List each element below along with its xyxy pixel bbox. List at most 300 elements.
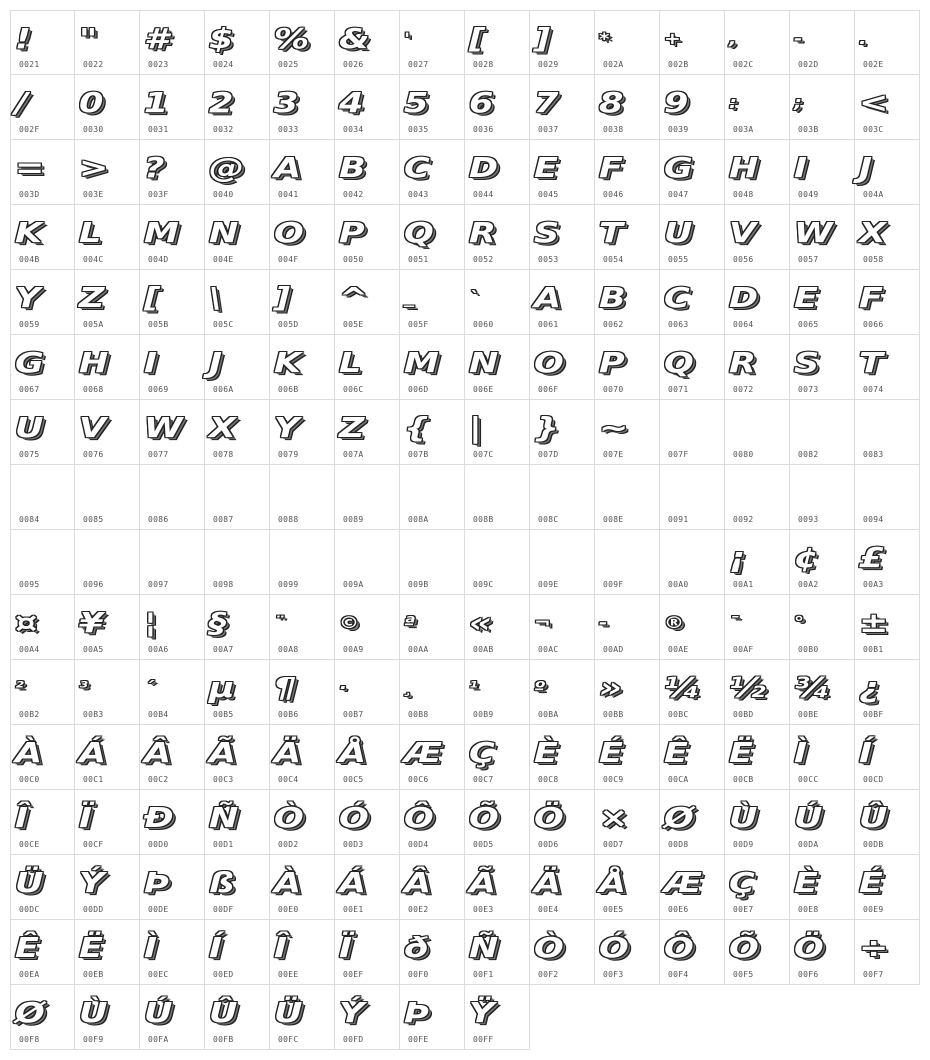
glyph-code: 00EB — [83, 970, 104, 979]
glyph-cell — [205, 465, 270, 530]
glyph-cell — [270, 335, 335, 400]
glyph-code: 0054 — [603, 255, 624, 264]
glyph-cell — [140, 530, 205, 595]
glyph-cell — [400, 595, 465, 660]
glyph-preview — [209, 993, 265, 1033]
glyph-char: Ò — [274, 801, 304, 834]
glyph-preview — [534, 408, 590, 448]
glyph-preview — [209, 83, 265, 123]
glyph-cell — [660, 725, 725, 790]
glyph-preview — [794, 603, 850, 643]
glyph-preview — [599, 798, 655, 838]
glyph-preview — [469, 863, 525, 903]
glyph-char: £ — [859, 541, 884, 574]
glyph-cell — [530, 725, 595, 790]
glyph-code: 0034 — [343, 125, 364, 134]
glyph-cell — [400, 10, 465, 75]
glyph-cell — [855, 75, 920, 140]
glyph-char: º — [534, 678, 546, 697]
glyph-preview — [209, 538, 265, 578]
glyph-preview — [794, 538, 850, 578]
glyph-cell — [10, 855, 75, 920]
glyph-char: - — [794, 29, 803, 48]
glyph-code: 003C — [863, 125, 884, 134]
glyph-preview — [15, 213, 71, 253]
glyph-code: 0066 — [863, 320, 884, 329]
glyph-char: ß — [209, 866, 235, 899]
glyph-preview — [664, 408, 720, 448]
glyph-char: ¼ — [664, 671, 701, 704]
glyph-char: \ — [209, 281, 222, 314]
glyph-preview — [664, 603, 720, 643]
glyph-cell — [335, 335, 400, 400]
glyph-preview — [794, 733, 850, 773]
glyph-code: 0028 — [473, 60, 494, 69]
glyph-code: 00B4 — [148, 710, 169, 719]
glyph-char: B — [339, 151, 366, 184]
glyph-cell — [400, 205, 465, 270]
glyph-char: 1 — [144, 86, 169, 119]
glyph-code: 00E5 — [603, 905, 624, 914]
glyph-code: 00B5 — [213, 710, 234, 719]
glyph-char: $ — [209, 22, 234, 55]
glyph-cell — [595, 205, 660, 270]
glyph-code: 00E3 — [473, 905, 494, 914]
glyph-code: 006F — [538, 385, 559, 394]
glyph-cell — [855, 595, 920, 660]
glyph-cell — [10, 985, 75, 1050]
glyph-preview — [469, 83, 525, 123]
glyph-char: N — [469, 346, 499, 379]
glyph-code: 007D — [538, 450, 559, 459]
glyph-cell — [75, 335, 140, 400]
glyph-cell — [855, 725, 920, 790]
glyph-preview — [534, 928, 590, 968]
glyph-cell — [270, 75, 335, 140]
glyph-cell — [205, 660, 270, 725]
glyph-code: 00A8 — [278, 645, 299, 654]
glyph-cell — [595, 400, 660, 465]
glyph-cell — [400, 465, 465, 530]
glyph-code: 00A9 — [343, 645, 364, 654]
glyph-char: Ä — [274, 736, 302, 769]
glyph-char: J — [209, 346, 223, 379]
glyph-cell — [660, 660, 725, 725]
glyph-cell — [595, 10, 660, 75]
glyph-cell — [725, 75, 790, 140]
glyph-cell — [270, 920, 335, 985]
glyph-code: 00E8 — [798, 905, 819, 914]
glyph-code: 0071 — [668, 385, 689, 394]
glyph-char: ¾ — [794, 671, 831, 704]
glyph-cell — [140, 790, 205, 855]
glyph-preview — [469, 278, 525, 318]
glyph-char: Ë — [729, 736, 753, 769]
glyph-char: Q — [664, 346, 694, 379]
glyph-cell — [140, 140, 205, 205]
glyph-code: 00B9 — [473, 710, 494, 719]
glyph-preview — [794, 668, 850, 708]
glyph-cell — [595, 530, 660, 595]
glyph-preview — [209, 798, 265, 838]
glyph-preview — [339, 19, 395, 59]
glyph-preview — [79, 148, 135, 188]
glyph-cell — [855, 335, 920, 400]
glyph-char: O — [534, 346, 564, 379]
glyph-preview — [469, 19, 525, 59]
glyph-code: 00DC — [19, 905, 40, 914]
glyph-char: ¦ — [144, 606, 157, 639]
glyph-code: 006D — [408, 385, 429, 394]
glyph-code: 0044 — [473, 190, 494, 199]
glyph-char: ½ — [729, 671, 766, 704]
glyph-code: 00AB — [473, 645, 494, 654]
glyph-preview — [469, 473, 525, 513]
glyph-cell — [790, 465, 855, 530]
glyph-code: 0048 — [733, 190, 754, 199]
glyph-code: 0075 — [19, 450, 40, 459]
glyph-preview — [404, 733, 460, 773]
glyph-preview — [144, 538, 200, 578]
glyph-preview — [339, 928, 395, 968]
glyph-code: 005B — [148, 320, 169, 329]
glyph-cell — [725, 790, 790, 855]
glyph-code: 00D0 — [148, 840, 169, 849]
glyph-preview — [79, 538, 135, 578]
glyph-code: 00EC — [148, 970, 169, 979]
glyph-cell — [140, 985, 205, 1050]
glyph-cell — [335, 205, 400, 270]
glyph-preview — [339, 668, 395, 708]
glyph-cell — [75, 400, 140, 465]
glyph-cell — [660, 855, 725, 920]
glyph-preview — [534, 668, 590, 708]
glyph-preview — [404, 993, 460, 1033]
glyph-preview — [469, 603, 525, 643]
glyph-char: V — [729, 216, 757, 249]
glyph-cell — [530, 270, 595, 335]
glyph-char: I — [144, 346, 158, 379]
glyph-preview — [664, 83, 720, 123]
glyph-char: C — [664, 281, 690, 314]
glyph-code: 0064 — [733, 320, 754, 329]
glyph-preview — [859, 603, 915, 643]
glyph-preview — [209, 603, 265, 643]
glyph-cell — [75, 465, 140, 530]
glyph-char: # — [144, 22, 169, 55]
glyph-cell — [660, 530, 725, 595]
glyph-char: § — [209, 606, 227, 639]
glyph-code: 00F1 — [473, 970, 494, 979]
glyph-cell — [465, 270, 530, 335]
glyph-char: M — [144, 216, 179, 249]
glyph-code: 00D6 — [538, 840, 559, 849]
glyph-code: 00CB — [733, 775, 754, 784]
glyph-code: 003D — [19, 190, 40, 199]
glyph-char: _ — [404, 288, 414, 307]
glyph-code: 00D5 — [473, 840, 494, 849]
glyph-cell — [595, 855, 660, 920]
glyph-char: U — [664, 216, 693, 249]
glyph-code: 0083 — [863, 450, 884, 459]
glyph-preview — [15, 343, 71, 383]
glyph-preview — [15, 733, 71, 773]
glyph-preview — [15, 603, 71, 643]
glyph-cell — [660, 205, 725, 270]
glyph-code: 00F8 — [19, 1035, 40, 1044]
glyph-cell — [400, 530, 465, 595]
glyph-cell — [75, 205, 140, 270]
glyph-preview — [729, 733, 785, 773]
glyph-preview — [404, 798, 460, 838]
glyph-code: 0042 — [343, 190, 364, 199]
glyph-cell — [140, 465, 205, 530]
glyph-char: ? — [144, 151, 165, 184]
glyph-preview — [729, 278, 785, 318]
glyph-char: T — [859, 346, 883, 379]
glyph-cell — [725, 400, 790, 465]
glyph-char: F — [599, 151, 623, 184]
glyph-code: 00AF — [733, 645, 754, 654]
glyph-char: - — [599, 613, 608, 632]
glyph-char: ² — [15, 678, 24, 697]
glyph-cell — [205, 855, 270, 920]
glyph-char: W — [144, 411, 183, 444]
glyph-cell — [790, 530, 855, 595]
glyph-char: ' — [404, 29, 411, 48]
glyph-preview — [15, 668, 71, 708]
glyph-cell — [790, 400, 855, 465]
glyph-code: 00DD — [83, 905, 104, 914]
glyph-preview — [209, 863, 265, 903]
glyph-cell — [660, 270, 725, 335]
glyph-cell — [205, 790, 270, 855]
glyph-code: 0086 — [148, 515, 169, 524]
glyph-preview — [339, 733, 395, 773]
glyph-char: Ý — [79, 866, 105, 899]
glyph-code: 00C0 — [19, 775, 40, 784]
glyph-code: 00C4 — [278, 775, 299, 784]
glyph-preview — [729, 148, 785, 188]
glyph-code: 005D — [278, 320, 299, 329]
glyph-cell — [530, 335, 595, 400]
glyph-char: H — [79, 346, 109, 379]
glyph-cell — [660, 790, 725, 855]
glyph-cell — [595, 270, 660, 335]
glyph-char: ! — [15, 22, 31, 55]
glyph-char: Ú — [144, 996, 173, 1029]
glyph-code: 0084 — [19, 515, 40, 524]
glyph-preview — [599, 603, 655, 643]
glyph-cell — [855, 270, 920, 335]
glyph-cell — [530, 10, 595, 75]
glyph-preview — [729, 603, 785, 643]
glyph-cell — [10, 10, 75, 75]
glyph-preview — [404, 19, 460, 59]
glyph-char: | — [469, 411, 482, 444]
glyph-preview — [729, 928, 785, 968]
glyph-preview — [144, 473, 200, 513]
glyph-preview — [144, 148, 200, 188]
glyph-char: A — [274, 151, 302, 184]
glyph-char: Å — [339, 736, 367, 769]
glyph-preview — [209, 343, 265, 383]
glyph-preview — [664, 928, 720, 968]
glyph-code: 0068 — [83, 385, 104, 394]
glyph-preview — [15, 148, 71, 188]
glyph-char: Ï — [79, 801, 93, 834]
glyph-code: 009A — [343, 580, 364, 589]
glyph-code: 0097 — [148, 580, 169, 589]
glyph-cell — [465, 855, 530, 920]
glyph-cell — [725, 660, 790, 725]
glyph-code: 006B — [278, 385, 299, 394]
glyph-cell — [400, 790, 465, 855]
glyph-preview — [729, 473, 785, 513]
glyph-char: Ê — [664, 736, 688, 769]
glyph-preview — [534, 278, 590, 318]
glyph-preview — [15, 798, 71, 838]
glyph-preview — [209, 733, 265, 773]
glyph-char: Ä — [534, 866, 562, 899]
glyph-char: ¸ — [404, 678, 414, 697]
glyph-code: 0036 — [473, 125, 494, 134]
glyph-code: 00D2 — [278, 840, 299, 849]
glyph-char: P — [599, 346, 625, 379]
glyph-preview — [794, 473, 850, 513]
glyph-code: 002C — [733, 60, 754, 69]
glyph-cell — [335, 465, 400, 530]
glyph-cell — [140, 595, 205, 660]
glyph-code: 00E0 — [278, 905, 299, 914]
glyph-code: 0074 — [863, 385, 884, 394]
glyph-code: 0049 — [798, 190, 819, 199]
glyph-preview — [794, 278, 850, 318]
glyph-cell — [205, 400, 270, 465]
glyph-char: Ô — [664, 931, 694, 964]
glyph-char: Â — [144, 736, 172, 769]
glyph-char: 5 — [404, 86, 429, 119]
glyph-char: , — [729, 29, 737, 48]
glyph-cell — [140, 660, 205, 725]
glyph-char: ¢ — [794, 541, 819, 574]
glyph-code: 0052 — [473, 255, 494, 264]
glyph-cell — [725, 855, 790, 920]
glyph-preview — [79, 798, 135, 838]
glyph-code: 0099 — [278, 580, 299, 589]
glyph-code: 0092 — [733, 515, 754, 524]
glyph-preview — [144, 278, 200, 318]
glyph-char: + — [664, 29, 681, 48]
glyph-char: ~ — [599, 411, 629, 444]
glyph-char: 0 — [79, 86, 104, 119]
glyph-preview — [729, 863, 785, 903]
glyph-code: 00F2 — [538, 970, 559, 979]
glyph-char: G — [15, 346, 44, 379]
glyph-code: 009C — [473, 580, 494, 589]
glyph-cell — [465, 465, 530, 530]
glyph-preview — [274, 213, 330, 253]
glyph-cell — [140, 10, 205, 75]
glyph-code: 0093 — [798, 515, 819, 524]
glyph-cell — [855, 855, 920, 920]
glyph-char: » — [599, 671, 622, 704]
glyph-preview — [859, 213, 915, 253]
glyph-code: 00C2 — [148, 775, 169, 784]
glyph-code: 0040 — [213, 190, 234, 199]
glyph-char: T — [599, 216, 623, 249]
glyph-char: × — [599, 801, 629, 834]
glyph-code: 0033 — [278, 125, 299, 134]
glyph-code: 00B8 — [408, 710, 429, 719]
glyph-cell — [75, 10, 140, 75]
glyph-cell — [400, 140, 465, 205]
glyph-preview — [274, 733, 330, 773]
glyph-char: 2 — [209, 86, 234, 119]
glyph-preview — [144, 19, 200, 59]
glyph-preview — [599, 343, 655, 383]
glyph-preview — [599, 538, 655, 578]
glyph-cell — [140, 75, 205, 140]
glyph-char: ¤ — [15, 606, 38, 639]
glyph-code: 0023 — [148, 60, 169, 69]
glyph-char: 6 — [469, 86, 494, 119]
glyph-char: « — [469, 606, 492, 639]
glyph-code: 0073 — [798, 385, 819, 394]
glyph-char: Þ — [144, 866, 170, 899]
glyph-cell — [75, 790, 140, 855]
glyph-code: 00A7 — [213, 645, 234, 654]
glyph-cell — [335, 725, 400, 790]
glyph-cell — [530, 140, 595, 205]
glyph-preview — [859, 538, 915, 578]
glyph-cell — [790, 335, 855, 400]
glyph-code: 0046 — [603, 190, 624, 199]
glyph-cell — [400, 75, 465, 140]
glyph-cell — [335, 595, 400, 660]
glyph-cell — [725, 725, 790, 790]
glyph-preview — [79, 928, 135, 968]
glyph-code: 0047 — [668, 190, 689, 199]
glyph-code: 00C9 — [603, 775, 624, 784]
glyph-code: 00FD — [343, 1035, 364, 1044]
glyph-code: 00A6 — [148, 645, 169, 654]
glyph-cell — [530, 660, 595, 725]
glyph-char: ª — [404, 613, 416, 632]
glyph-char: W — [794, 216, 833, 249]
glyph-char: Ó — [599, 931, 629, 964]
glyph-cell — [790, 205, 855, 270]
glyph-char: Ì — [144, 931, 158, 964]
glyph-preview — [534, 733, 590, 773]
glyph-preview — [794, 19, 850, 59]
glyph-preview — [794, 213, 850, 253]
glyph-cell — [270, 985, 335, 1050]
glyph-cell — [205, 595, 270, 660]
glyph-preview — [79, 408, 135, 448]
glyph-preview — [859, 408, 915, 448]
glyph-code: 00B6 — [278, 710, 299, 719]
glyph-char: Ö — [534, 801, 564, 834]
glyph-cell — [335, 855, 400, 920]
glyph-char: È — [534, 736, 558, 769]
glyph-code: 00E7 — [733, 905, 754, 914]
glyph-code: 00E2 — [408, 905, 429, 914]
glyph-cell — [595, 660, 660, 725]
glyph-preview — [794, 798, 850, 838]
glyph-char: É — [599, 736, 623, 769]
glyph-cell — [75, 75, 140, 140]
